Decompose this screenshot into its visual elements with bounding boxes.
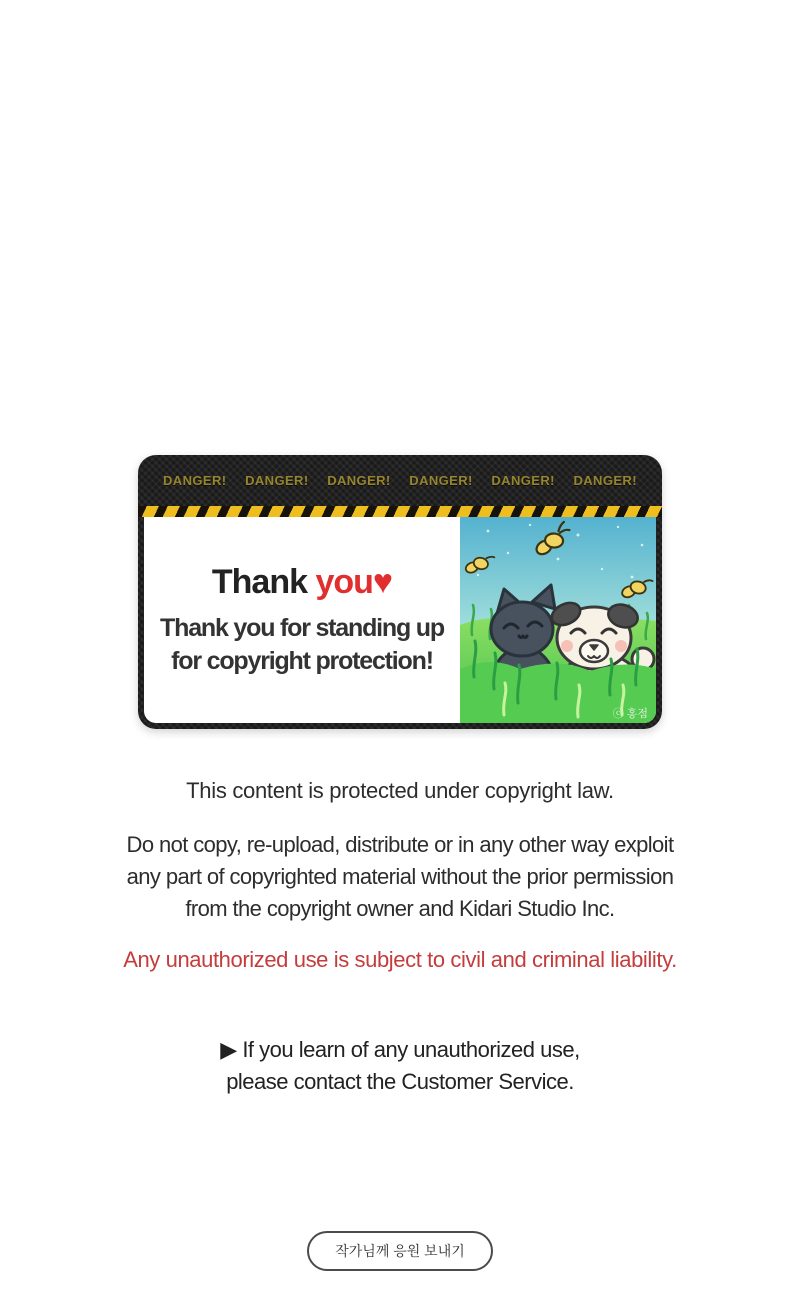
- contact-note-line2: please contact the Customer Service.: [226, 1069, 574, 1094]
- liability-warning: Any unauthorized use is subject to civil and criminal liability.: [123, 947, 677, 972]
- danger-label: DANGER!: [491, 473, 555, 488]
- thank-you-title-red: you♥: [315, 563, 393, 601]
- thank-you-subtitle-line1: Thank you for standing up: [160, 614, 444, 642]
- card-content: [144, 517, 656, 723]
- cat-and-dog-illustration: [460, 517, 656, 723]
- danger-label: DANGER!: [573, 473, 637, 488]
- danger-label: DANGER!: [409, 473, 473, 488]
- danger-banner: [138, 455, 662, 506]
- contact-note: [0, 1034, 800, 1098]
- danger-label: DANGER!: [327, 473, 391, 488]
- danger-label: DANGER!: [245, 473, 309, 488]
- copyright-paragraph-line2: any part of copyrighted material without the prior permission: [126, 864, 674, 889]
- copyright-paragraph: [0, 829, 800, 925]
- illustration-watermark: ⓒ 홍점: [612, 708, 648, 720]
- footer: [0, 1231, 800, 1271]
- caution-tape-stripe: [138, 506, 662, 517]
- copyright-paragraph-line3: from the copyright owner and Kidari Studio Inc.: [185, 896, 615, 921]
- copyright-warning-card: [138, 455, 662, 729]
- thank-you-title-black: Thank: [211, 563, 308, 601]
- thank-you-subtitle-line2: for copyright protection!: [171, 647, 433, 675]
- thank-you-message: [144, 517, 460, 723]
- contact-note-line1: ▶ If you learn of any unauthorized use,: [220, 1037, 580, 1062]
- copyright-paragraph-line1: Do not copy, re-upload, distribute or in any other way exploit: [126, 832, 674, 857]
- danger-label: DANGER!: [163, 473, 227, 488]
- send-support-to-author-button[interactable]: 작가님께 응원 보내기: [307, 1231, 493, 1271]
- protected-notice: This content is protected under copyright law.: [186, 778, 614, 803]
- thank-you-title: [212, 562, 392, 602]
